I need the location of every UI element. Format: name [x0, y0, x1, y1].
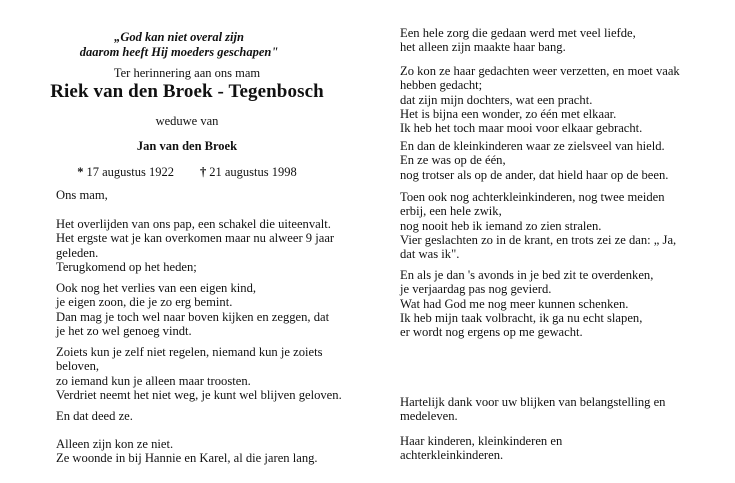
text-line: je het zo wel genoeg vindt.	[56, 323, 192, 338]
text-line: Een hele zorg die gedaan werd met veel liefde,	[400, 26, 636, 40]
text-line: Haar kinderen, kleinkinderen en	[400, 434, 563, 448]
left-paragraph-5	[56, 437, 352, 466]
text-line: Ik heb mijn taak volbracht, ik ga nu echt slapen,	[400, 310, 643, 325]
text-line: dat was ik".	[400, 247, 460, 262]
text-line: Terugkomend op het heden;	[56, 259, 197, 274]
text-line: En dan de kleinkinderen waar ze zielsveel van hield.	[400, 139, 665, 153]
right-paragraph-4	[400, 190, 700, 261]
text-line: En ze was op de één,	[400, 153, 506, 168]
text-line: beloven,	[56, 359, 100, 374]
text-line: geleden.	[56, 245, 99, 260]
cross-icon: †	[200, 165, 207, 179]
text-line: Vier geslachten zo in de krant, en trots zei ze dan: „ Ja,	[400, 232, 677, 247]
right-paragraph-2	[400, 64, 700, 135]
family-signature	[400, 434, 700, 463]
death-date	[200, 165, 297, 180]
left-paragraph-3	[56, 345, 352, 402]
text-line: er wordt nog ergens op me gewacht.	[400, 325, 583, 340]
text-line: Het overlijden van ons pap, een schakel die uiteenvalt.	[56, 217, 331, 231]
left-paragraph-1	[56, 217, 352, 274]
left-paragraph-4: En dat deed ze.	[56, 409, 133, 423]
life-dates	[56, 165, 318, 180]
text-line: Het ergste wat je kan overkomen maar nu alweer 9 jaar	[56, 231, 335, 246]
text-line: Alleen zijn kon ze niet.	[56, 437, 174, 451]
text-line: En als je dan 's avonds in je bed zit te overdenken,	[400, 268, 654, 282]
text-line: Ze woonde in bij Hannie en Karel, al die jaren lang.	[56, 451, 318, 466]
motto-line-2: daarom heeft Hij moeders geschapen"	[79, 45, 279, 59]
right-paragraph-5	[400, 268, 700, 339]
text-line: medeleven.	[400, 409, 458, 424]
widow-of-label: weduwe van	[155, 114, 219, 128]
motto	[48, 30, 310, 60]
text-line: Ik heb het toch maar mooi voor elkaar gebracht.	[400, 121, 643, 136]
text-line: erbij, een hele zwik,	[400, 204, 502, 219]
text-line: Ook nog het verlies van een eigen kind,	[56, 281, 257, 295]
thanks-note	[400, 395, 700, 424]
text-line: zo iemand kun je alleen maar troosten.	[56, 373, 251, 388]
deceased-name: Riek van den Broek - Tegenbosch	[50, 81, 324, 102]
text-line: Toen ook nog achterkleinkinderen, nog twee meiden	[400, 190, 665, 204]
text-line: nog nooit heb ik iemand zo zien stralen.	[400, 218, 602, 233]
text-line: achterkleinkinderen.	[400, 448, 504, 463]
left-paragraph-2	[56, 281, 352, 338]
text-line: Het is bijna een wonder, zo één met elkaar.	[400, 106, 617, 121]
text-line: Zo kon ze haar gedachten weer verzetten, en moet vaak	[400, 64, 680, 78]
birth-date	[77, 165, 174, 180]
motto-line-1: „God kan niet overal zijn	[114, 30, 244, 44]
right-paragraph-3	[400, 139, 700, 182]
right-paragraph-1	[400, 26, 700, 55]
text-line: Zoiets kun je zelf niet regelen, niemand kun je zoiets	[56, 345, 323, 359]
salutation: Ons mam,	[56, 188, 108, 202]
intro-line: Ter herinnering aan ons mam	[113, 66, 261, 80]
text-line: Dan mag je toch wel naar boven kijken en zeggen, dat	[56, 309, 330, 324]
death-date-text: 21 augustus 1998	[209, 165, 297, 179]
text-line: hebben gedacht;	[400, 78, 483, 93]
birth-date-text: 17 augustus 1922	[86, 165, 174, 179]
text-line: nog trotser als op de ander, dat hield haar op de been.	[400, 167, 669, 182]
birth-symbol: *	[77, 165, 84, 179]
text-line: Hartelijk dank voor uw blijken van belangstelling en	[400, 395, 666, 409]
text-line: Wat had God me nog meer kunnen schenken.	[400, 296, 629, 311]
text-line: dat zijn mijn dochters, wat een pracht.	[400, 92, 593, 107]
text-line: Verdriet neemt het niet weg, je kunt wel blijven geloven.	[56, 387, 342, 402]
husband-name: Jan van den Broek	[136, 139, 238, 153]
text-line: je eigen zoon, die je zo erg bemint.	[56, 295, 233, 310]
text-line: je verjaardag pas nog gevierd.	[400, 282, 552, 297]
text-line: het alleen zijn maakte haar bang.	[400, 40, 566, 55]
